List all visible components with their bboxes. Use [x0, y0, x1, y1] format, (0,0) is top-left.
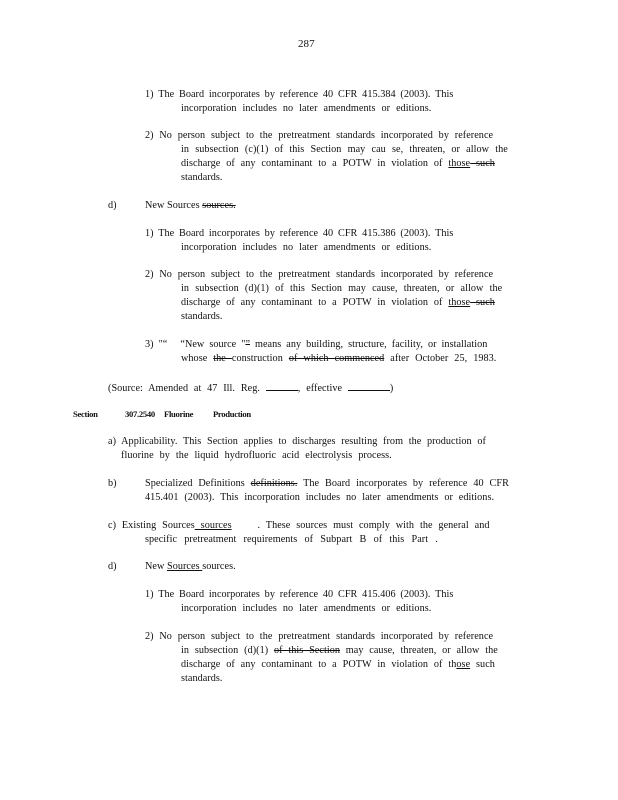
- effective-blank: [348, 380, 390, 391]
- page-number: 287: [298, 38, 315, 50]
- d1-line2: incorporation includes no later amendments or editions.: [181, 242, 432, 253]
- d2-line2: in subsection (d)(1) of this Section may cause, threaten, or allow the: [181, 283, 503, 294]
- source-note: (Source: Amended at 47 Ill. Reg. , effective ): [108, 380, 393, 396]
- d-label: d): [108, 200, 117, 211]
- s-d1-line1: 1) The Board incorporates by reference 40 CFR 415.406 (2003). This: [145, 589, 454, 600]
- d3-line1: 3) "“ “New source "” means any building, structure, facility, or installation: [145, 339, 488, 350]
- existing-sources-line1: c) Existing Sources sources . These sources must comply with the general and: [108, 520, 490, 531]
- existing-sources-line2: specific pretreatment requirements of Subpart B of this Part .: [145, 534, 438, 545]
- definitions-line1: Specialized Definitions definitions. The Board incorporates by reference 40 CFR: [145, 478, 509, 489]
- section-title: Fluorine Production: [164, 409, 251, 419]
- c2-line4: standards.: [181, 172, 223, 183]
- s-d2-line2: in subsection (d)(1) of this Section may cause, threaten, or allow the: [181, 645, 498, 656]
- d2-line4: standards.: [181, 311, 223, 322]
- new-sources-heading: New Sources sources.: [145, 561, 236, 572]
- definitions-line2: 415.401 (2003). This incorporation includes no later amendments or editions.: [145, 492, 495, 503]
- section-label: Section: [73, 409, 98, 419]
- s-d2-line3: discharge of any contaminant to a POTW in violation of those such: [181, 659, 495, 670]
- s-d2-line1: 2) No person subject to the pretreatment standards incorporated by reference: [145, 631, 494, 642]
- s-d2-line4: standards.: [181, 673, 223, 684]
- d1-line1: 1) The Board incorporates by reference 40 CFR 415.386 (2003). This: [145, 228, 454, 239]
- applicability-line1: a) Applicability. This Section applies to discharges resulting from the production of: [108, 436, 486, 447]
- applicability-line2: fluorine by the liquid hydrofluoric acid electrolysis process.: [121, 450, 392, 461]
- c1-line2: incorporation includes no later amendments or editions.: [181, 103, 432, 114]
- s-d-label: d): [108, 561, 117, 572]
- d2-line1: 2) No person subject to the pretreatment standards incorporated by reference: [145, 269, 494, 280]
- c2-line3: discharge of any contaminant to a POTW in violation of those such: [181, 158, 495, 169]
- d3-line2: whose the construction of which commenced after October 25, 1983.: [181, 353, 497, 364]
- section-number: 307.2540: [125, 409, 155, 419]
- c1-line1: 1) The Board incorporates by reference 40 CFR 415.384 (2003). This: [145, 89, 454, 100]
- c2-line2: in subsection (c)(1) of this Section may cau se, threaten, or allow the: [181, 144, 508, 155]
- c2-line1: 2) No person subject to the pretreatment standards incorporated by reference: [145, 130, 494, 141]
- s-d1-line2: incorporation includes no later amendments or editions.: [181, 603, 432, 614]
- d2-line3: discharge of any contaminant to a POTW in violation of those such: [181, 297, 495, 308]
- d-heading: New Sources sources.: [145, 200, 236, 211]
- reg-blank: [266, 380, 298, 391]
- b-label: b): [108, 478, 117, 489]
